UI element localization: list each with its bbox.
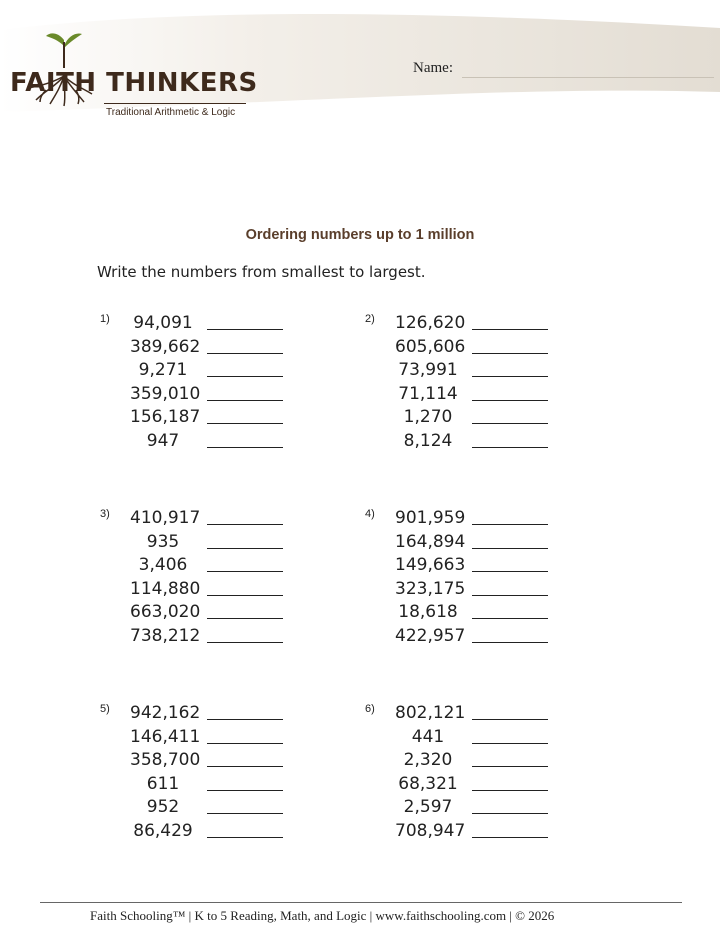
answer-blank[interactable]	[472, 447, 548, 448]
number-value: 441	[411, 726, 445, 747]
number-value: 68,321	[398, 773, 458, 794]
number-value: 952	[146, 797, 180, 817]
number-value: 738,212	[130, 625, 201, 646]
answer-blank[interactable]	[207, 423, 283, 424]
logo-divider	[104, 103, 246, 104]
answer-blank[interactable]	[472, 376, 548, 377]
number-value: 146,411	[130, 726, 201, 747]
answer-blank[interactable]	[472, 571, 548, 572]
number-value: 359,010	[130, 383, 201, 404]
number-value: 71,114	[398, 383, 458, 404]
worksheet-title: Ordering numbers up to 1 million	[245, 227, 475, 243]
number-value: 947	[146, 430, 180, 451]
number-value: 73,991	[398, 360, 458, 380]
answer-blank[interactable]	[472, 524, 548, 525]
number-value: 605,606	[395, 336, 466, 357]
number-value: 358,700	[130, 750, 201, 770]
answer-blank[interactable]	[207, 642, 283, 643]
number-value: 942,162	[130, 703, 201, 723]
number-value: 8,124	[403, 430, 453, 451]
answer-blank[interactable]	[207, 447, 283, 448]
footer-divider	[40, 902, 682, 903]
problem-number: 3)	[100, 508, 110, 520]
name-label: Name:	[413, 60, 453, 76]
logo	[6, 28, 258, 118]
answer-blank[interactable]	[472, 618, 548, 619]
answer-blank[interactable]	[207, 548, 283, 549]
problem-number: 5)	[100, 703, 110, 715]
answer-blank[interactable]	[207, 524, 283, 525]
logo-tagline: Traditional Arithmetic & Logic	[106, 107, 236, 118]
answer-blank[interactable]	[207, 595, 283, 596]
number-value: 86,429	[133, 820, 193, 841]
number-value: 3,406	[138, 555, 188, 575]
number-value: 164,894	[395, 531, 466, 552]
problem-1	[100, 313, 360, 463]
problem-5	[100, 703, 360, 853]
answer-blank[interactable]	[472, 595, 548, 596]
answer-blank[interactable]	[207, 837, 283, 838]
number-value: 935	[146, 531, 180, 552]
number-value: 18,618	[398, 602, 458, 622]
number-value: 323,175	[395, 578, 466, 599]
problem-4	[365, 508, 625, 658]
answer-blank[interactable]	[207, 813, 283, 814]
problem-3	[100, 508, 360, 658]
answer-blank[interactable]	[472, 837, 548, 838]
answer-blank[interactable]	[472, 813, 548, 814]
number-value: 156,187	[130, 407, 201, 427]
number-value: 802,121	[395, 703, 466, 723]
number-value: 389,662	[130, 336, 201, 357]
number-value: 94,091	[133, 313, 193, 333]
number-value: 2,597	[403, 797, 453, 817]
problem-2	[365, 313, 625, 463]
answer-blank[interactable]	[472, 329, 548, 330]
number-value: 422,957	[395, 625, 466, 646]
answer-blank[interactable]	[472, 766, 548, 767]
answer-blank[interactable]	[472, 719, 548, 720]
problem-number: 4)	[365, 508, 375, 520]
number-value: 126,620	[395, 313, 466, 333]
answer-blank[interactable]	[207, 353, 283, 354]
answer-blank[interactable]	[207, 618, 283, 619]
answer-blank[interactable]	[472, 743, 548, 744]
answer-blank[interactable]	[207, 766, 283, 767]
answer-blank[interactable]	[472, 548, 548, 549]
answer-blank[interactable]	[207, 790, 283, 791]
answer-blank[interactable]	[472, 353, 548, 354]
number-value: 9,271	[138, 360, 188, 380]
number-value: 2,320	[403, 750, 453, 770]
number-value: 114,880	[130, 578, 201, 599]
problem-6	[365, 703, 625, 853]
answer-blank[interactable]	[207, 329, 283, 330]
number-value: 708,947	[395, 820, 466, 841]
number-value: 410,917	[130, 508, 201, 528]
answer-blank[interactable]	[472, 400, 548, 401]
logo-title: FAITH THINKERS	[10, 68, 258, 98]
name-field[interactable]	[462, 77, 714, 78]
answer-blank[interactable]	[472, 423, 548, 424]
number-value: 1,270	[403, 407, 453, 427]
answer-blank[interactable]	[207, 400, 283, 401]
answer-blank[interactable]	[207, 571, 283, 572]
footer-text: Faith Schooling™ | K to 5 Reading, Math, and Logic | www.faithschooling.com | © 2026	[90, 908, 555, 923]
answer-blank[interactable]	[207, 743, 283, 744]
problem-number: 6)	[365, 703, 375, 715]
answer-blank[interactable]	[207, 376, 283, 377]
answer-blank[interactable]	[472, 642, 548, 643]
number-value: 901,959	[395, 508, 466, 528]
answer-blank[interactable]	[472, 790, 548, 791]
problem-number: 1)	[100, 313, 110, 325]
problem-number: 2)	[365, 313, 375, 325]
number-value: 663,020	[130, 602, 201, 622]
answer-blank[interactable]	[207, 719, 283, 720]
number-value: 149,663	[395, 555, 466, 575]
number-value: 611	[146, 773, 180, 794]
instructions: Write the numbers from smallest to largest.	[97, 263, 426, 281]
